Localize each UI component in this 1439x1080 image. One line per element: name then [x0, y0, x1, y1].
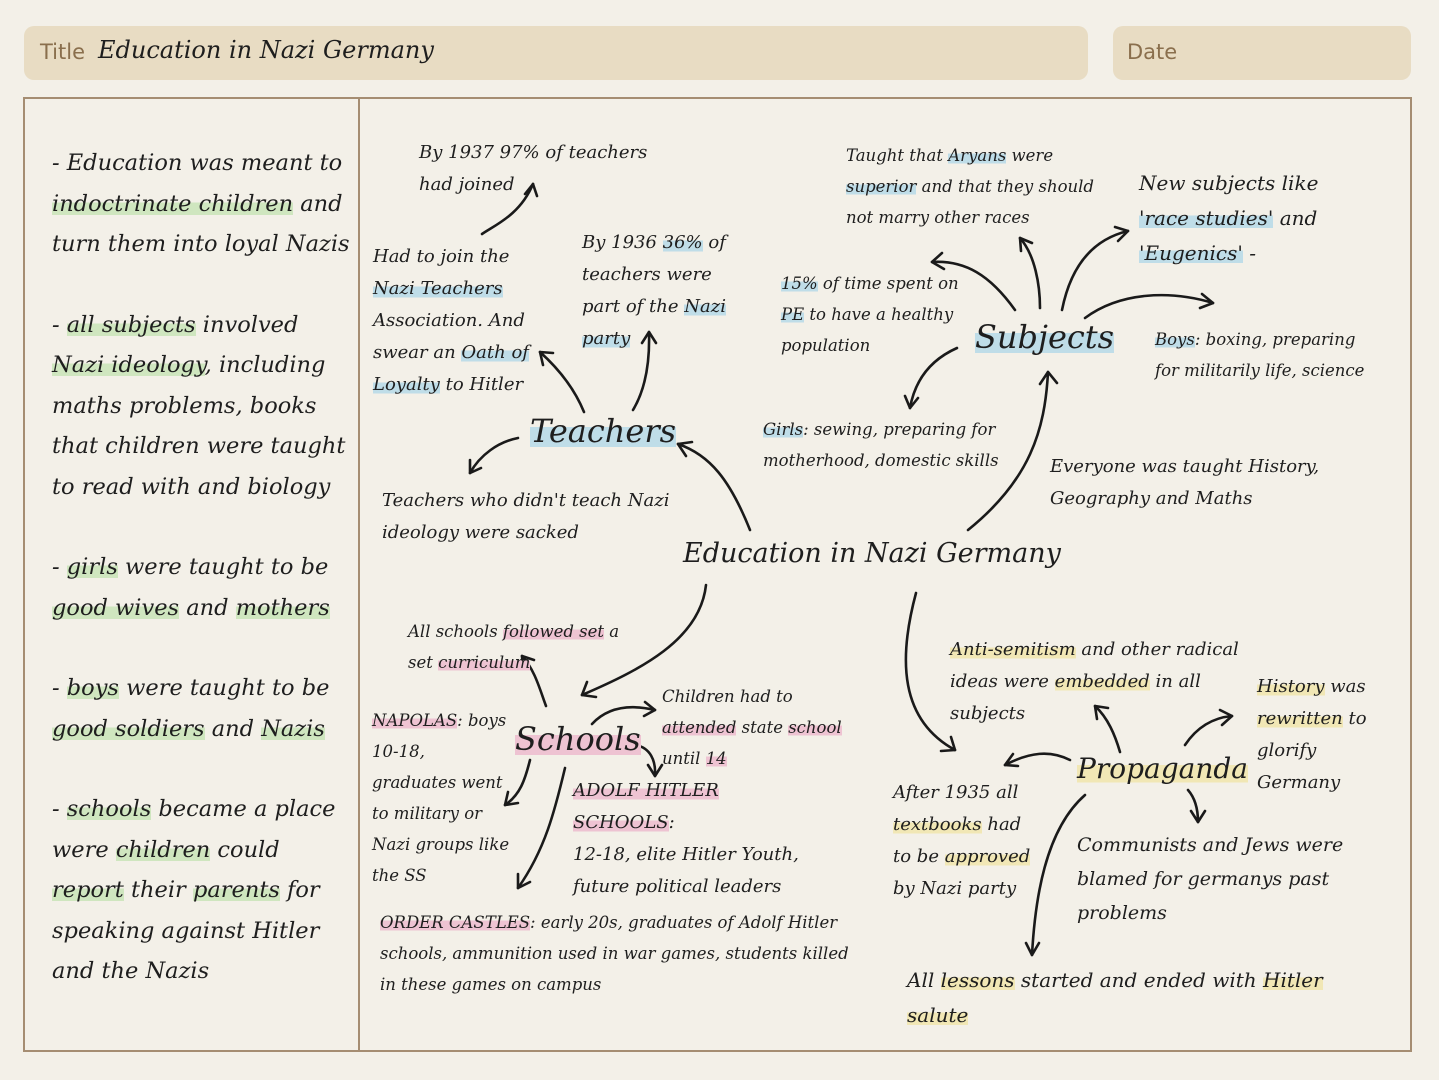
schools-attended-note: Children had to attended state school until 14 — [662, 687, 842, 768]
subjects-pe-note: 15% of time spent on PE to have a healthy population — [781, 274, 959, 355]
schools-curriculum-note: All schools followed set a set curriculum — [408, 622, 620, 672]
schools-node: Schools — [515, 720, 641, 758]
subjects-new-note: New subjects like 'race studies' and 'Eugenics' - — [1139, 171, 1319, 265]
schools-order-note: ORDER CASTLES: early 20s, graduates of Adolf Hitler schools, ammunition used in war games, students killed in these games on campus — [380, 913, 849, 994]
teachers-1937-note: By 1937 97% of teachers had joined — [419, 142, 648, 195]
propaganda-lessons-note: All lessons started and ended with Hitler salute — [907, 968, 1323, 1027]
title-value: Education in Nazi Germany — [98, 36, 434, 64]
teachers-join-note: Had to join the Nazi Teachers Association. And swear an Oath of Loyalty to Hitler — [373, 246, 529, 395]
propaganda-history-note: History was rewritten to glorify Germany — [1257, 676, 1367, 793]
date-label: Date — [1127, 40, 1178, 64]
note-subjects: - all subjects involved Nazi ideology, including maths problems, books that children were taught to read with and biology — [52, 311, 346, 500]
propaganda-communists-note: Communists and Jews were blamed for germanys past problems — [1077, 834, 1344, 924]
arrow-center-propaganda — [906, 593, 955, 750]
subjects-boys-note: Boys: boxing, preparing for militarily life, science — [1155, 330, 1365, 380]
schools-ahs-note: ADOLF HITLER SCHOOLS: 12-18, elite Hitler Youth, future political leaders — [573, 780, 799, 897]
title-label: Title — [40, 40, 86, 64]
subjects-node: Subjects — [975, 318, 1115, 356]
note-indoctrinate: - Education was meant to indoctrinate children and turn them into loyal Nazis — [52, 150, 350, 257]
propaganda-textbooks-note: After 1935 all textbooks had to be approved by Nazi party — [893, 782, 1031, 899]
teachers-1936-note: By 1936 36% of teachers were part of the Nazi party — [582, 232, 726, 349]
subjects-aryans-note: Taught that Aryans were superior and that they should not marry other races — [846, 146, 1094, 227]
subjects-everyone-note: Everyone was taught History, Geography and Maths — [1050, 456, 1320, 509]
propaganda-node: Propaganda — [1077, 752, 1248, 785]
note-boys: - boys were taught to be good soldiers and Nazis — [52, 675, 330, 742]
arrow-center-teachers — [678, 444, 750, 530]
note-schools: - schools became a place were children could report their parents for speaking against Hitler and the Nazis — [52, 796, 336, 984]
schools-napolas-note: NAPOLAS: boys 10-18, graduates went to military or Nazi groups like the SS — [372, 711, 510, 885]
center-node: Education in Nazi Germany — [683, 538, 1061, 569]
subjects-girls-note: Girls: sewing, preparing for motherhood, domestic skills — [763, 420, 999, 470]
propaganda-anti-note: Anti-semitism and other radical ideas were embedded in all subjects — [950, 639, 1239, 724]
teachers-sacked-note: Teachers who didn't teach Nazi ideology were sacked — [382, 490, 670, 543]
note-girls: - girls were taught to be good wives and mothers — [52, 554, 330, 621]
teachers-node: Teachers — [530, 412, 677, 450]
